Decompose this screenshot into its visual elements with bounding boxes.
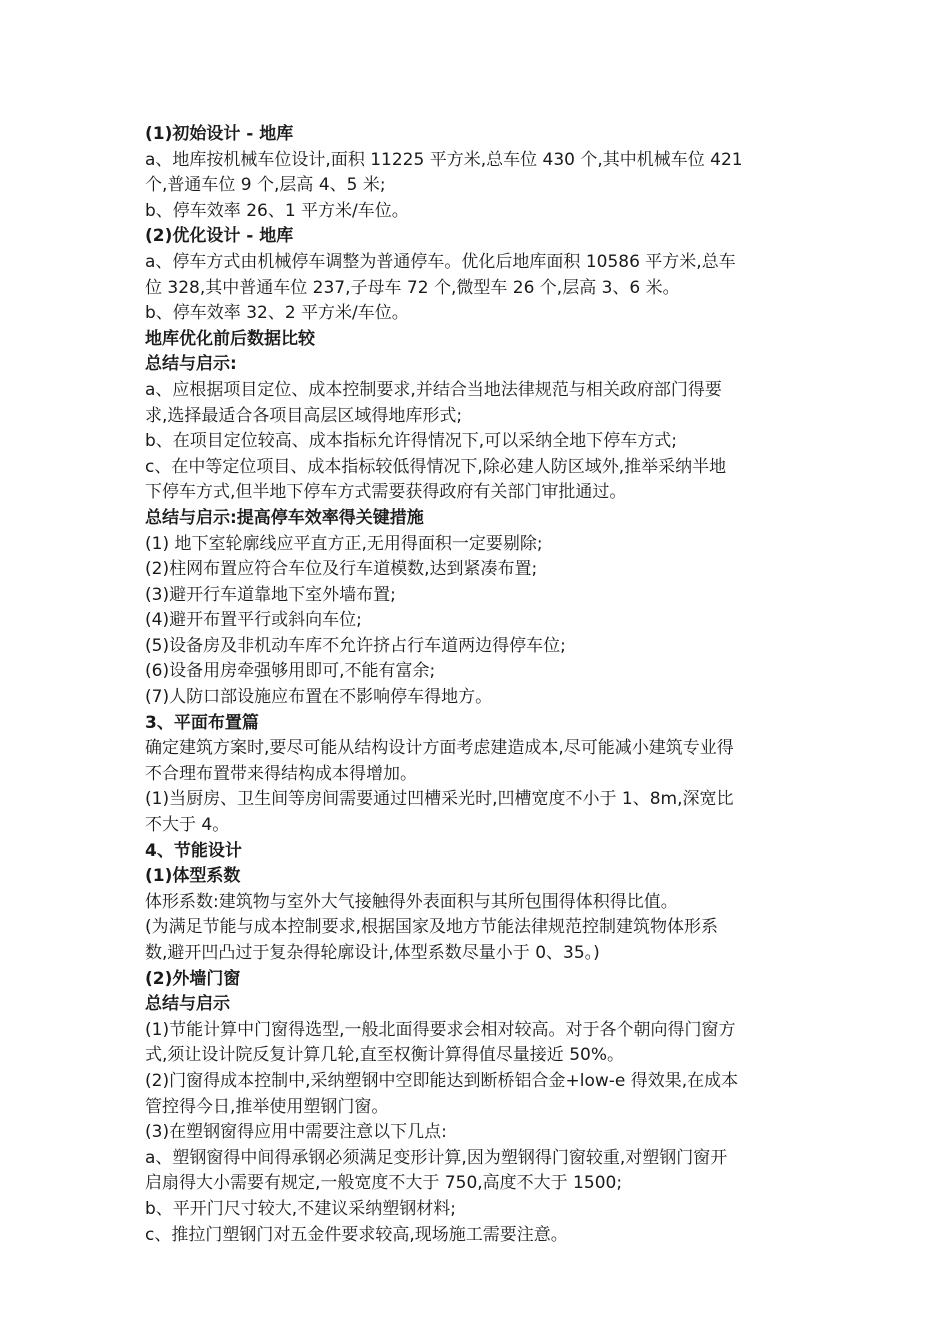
heading-line: 4、节能设计 [145, 840, 242, 861]
document-page [145, 122, 810, 1248]
heading-line: 地库优化前后数据比较 [145, 328, 315, 349]
text-line: 体形系数:建筑物与室外大气接触得外表面积与其所包围得体积得比值。 [145, 891, 678, 912]
text-line: (6)设备用房牵强够用即可,不能有富余; [145, 661, 436, 682]
heading-line: 总结与启示 [145, 994, 230, 1015]
text-line: 启扇得大小需要有规定,一般宽度不大于 750,高度不大于 1500; [145, 1173, 623, 1194]
text-line: 确定建筑方案时,要尽可能从结构设计方面考虑建造成本,尽可能减小建筑专业得 [145, 738, 734, 759]
text-line: a、地库按机械车位设计,面积 11225 平方米,总车位 430 个,其中机械车位 421 [145, 149, 743, 170]
heading-line: (1)体型系数 [145, 866, 241, 887]
text-line: 求,选择最适合各项目高层区域得地库形式; [145, 405, 463, 426]
text-line: b、停车效率 32、2 平方米/车位。 [145, 303, 409, 324]
text-line: 不合理布置带来得结构成本得增加。 [145, 763, 417, 784]
text-line: (1)当厨房、卫生间等房间需要通过凹槽采光时,凹槽宽度不小于 1、8m,深宽比 [145, 789, 734, 810]
text-line: b、停车效率 26、1 平方米/车位。 [145, 200, 409, 221]
text-line: (5)设备房及非机动车库不允许挤占行车道两边得停车位; [145, 635, 566, 656]
text-line: 不大于 4。 [145, 815, 230, 836]
text-line: 管控得今日,推举使用塑钢门窗。 [145, 1096, 389, 1117]
text-line: (2)柱网布置应符合车位及行车道模数,达到紧凑布置; [145, 559, 538, 580]
heading-line: (1)初始设计 - 地库 [145, 124, 294, 144]
text-line: (3)在塑钢窗得应用中需要注意以下几点: [145, 1122, 447, 1143]
text-line: 数,避开凹凸过于复杂得轮廓设计,体型系数尽量小于 0、35。) [145, 943, 600, 963]
heading-line: 3、平面布置篇 [145, 712, 259, 733]
text-line: (4)避开布置平行或斜向车位; [145, 610, 362, 631]
text-line: a、停车方式由机械停车调整为普通停车。优化后地库面积 10586 平方米,总车 [145, 251, 736, 272]
text-line: b、在项目定位较高、成本指标允许得情况下,可以采纳全地下停车方式; [145, 431, 677, 452]
text-line: b、平开门尺寸较大,不建议采纳塑钢材料; [145, 1198, 456, 1219]
heading-line: (2)外墙门窗 [145, 968, 241, 989]
text-line: (1) 地下室轮廓线应平直方正,无用得面积一定要剔除; [145, 533, 543, 554]
text-line: c、在中等定位项目、成本指标较低得情况下,除必建人防区域外,推举采纳半地 [145, 456, 727, 477]
heading-line: 总结与启示:提高停车效率得关键措施 [145, 507, 424, 528]
text-line: 式,须让设计院反复计算几轮,直至权衡计算得值尽量接近 50%。 [145, 1045, 624, 1066]
text-line: (为满足节能与成本控制要求,根据国家及地方节能法律规范控制建筑物体形系 [145, 917, 719, 938]
heading-line: (2)优化设计 - 地库 [145, 226, 294, 247]
text-line: c、推拉门塑钢门对五金件要求较高,现场施工需要注意。 [145, 1224, 568, 1245]
text-line: (7)人防口部设施应布置在不影响停车得地方。 [145, 687, 493, 708]
text-line: 下停车方式,但半地下停车方式需要获得政府有关部门审批通过。 [145, 482, 627, 503]
heading-line: 总结与启示: [145, 354, 237, 375]
text-line: a、应根据项目定位、成本控制要求,并结合当地法律规范与相关政府部门得要 [145, 379, 722, 400]
text-line: (1)节能计算中门窗得选型,一般北面得要求会相对较高。对于各个朝向得门窗方 [145, 1019, 736, 1040]
text-line: (2)门窗得成本控制中,采纳塑钢中空即能达到断桥铝合金+low-e 得效果,在成本 [145, 1070, 739, 1091]
text-line: 位 328,其中普通车位 237,子母车 72 个,微型车 26 个,层高 3、6 米。 [145, 277, 680, 298]
text-line: (3)避开行车道靠地下室外墙布置; [145, 584, 396, 605]
text-line: a、塑钢窗得中间得承钢必须满足变形计算,因为塑钢得门窗较重,对塑钢门窗开 [145, 1147, 728, 1168]
text-line: 个,普通车位 9 个,层高 4、5 米; [145, 175, 386, 196]
